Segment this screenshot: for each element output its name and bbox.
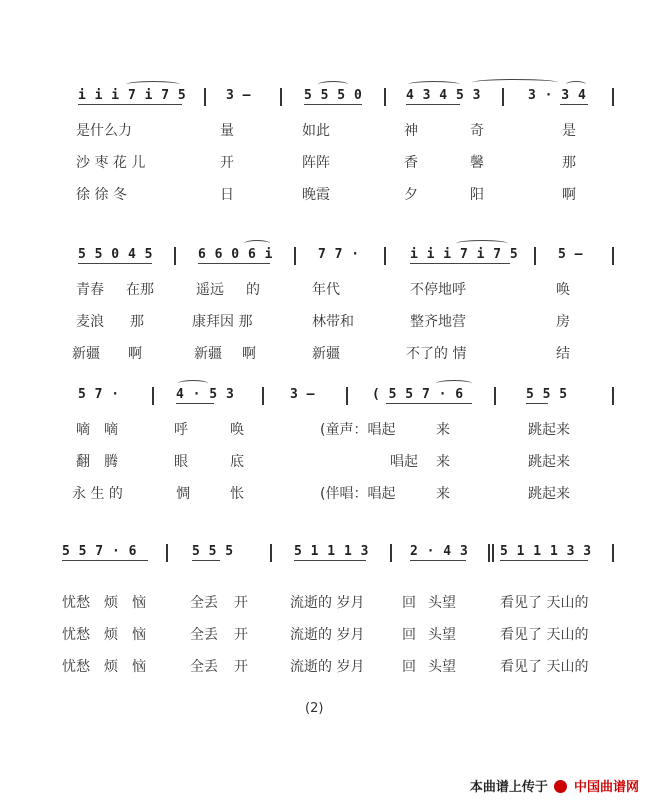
lyric: (伴唱：唱起 [320, 486, 396, 502]
lyric: 恼 [132, 659, 146, 675]
measure-4-3: 5 1 1 1 3 [294, 544, 369, 559]
beam [410, 263, 510, 264]
beam [78, 263, 152, 264]
lyric: 馨 [470, 155, 484, 171]
lyric: 来 [436, 422, 450, 438]
measure-1-2: 3 — [226, 88, 251, 103]
barline [152, 387, 154, 405]
lyric: 不停地呼 [410, 282, 466, 298]
lyric: 流逝的 岁月 [290, 627, 365, 643]
lyric: 神 [404, 123, 418, 139]
beam [386, 403, 472, 404]
lyric: 阳 [470, 187, 484, 203]
barline [280, 88, 282, 106]
barline [384, 247, 386, 265]
measure-1-5: 3 · 3 4 [528, 88, 587, 103]
beam [500, 560, 588, 561]
lyric: 结 [556, 346, 570, 362]
lyric: 啊 [562, 187, 576, 203]
lyric: 不了的 情 [406, 346, 467, 362]
lyric: 翻 [76, 454, 90, 470]
lyric: 唱起 [390, 454, 418, 470]
measure-1-3: 5 5 5 0 [304, 88, 363, 103]
measure-2-4: i i i 7 i 7 5 [410, 247, 519, 262]
lyric: 烦 [104, 595, 118, 611]
footer-credit [470, 776, 639, 795]
barline [492, 544, 494, 562]
barline [390, 544, 392, 562]
lyric: 阵阵 [302, 155, 330, 171]
lyric: 跳起来 [528, 486, 570, 502]
lyric: 全丢 [190, 659, 218, 675]
system-1 [0, 88, 657, 208]
lyric: 惆 [176, 486, 190, 502]
footer-text: 本曲谱上传于 [469, 780, 548, 795]
lyric: 那 [562, 155, 576, 171]
beam [560, 104, 588, 105]
slur [178, 380, 208, 387]
beam [526, 403, 548, 404]
lyric: 恼 [132, 595, 146, 611]
lyric: 遥远 [196, 282, 224, 298]
lyric: 回 [402, 627, 416, 643]
measure-3-2: 4 · 5 3 [176, 387, 235, 402]
slur [318, 81, 348, 88]
slur [244, 240, 270, 247]
measure-1-1: i i i 7 i 7 5 [78, 88, 187, 103]
lyric: 流逝的 岁月 [290, 595, 365, 611]
measure-3-4: ( 5 5 7 · 6 [372, 387, 464, 402]
measure-3-3: 3 — [290, 387, 315, 402]
lyric: 开 [220, 155, 234, 171]
lyric: 日 [220, 187, 234, 203]
lyric: 在那 [126, 282, 154, 298]
lyric: 新疆 [72, 346, 100, 362]
system-2 [0, 247, 657, 367]
lyric: 麦浪 [76, 314, 104, 330]
lyric: 开 [234, 627, 248, 643]
beam [78, 104, 182, 105]
footer-brand[interactable]: 中国曲谱网 [573, 780, 639, 795]
beam [406, 104, 460, 105]
lyric: 流逝的 岁月 [290, 659, 365, 675]
measure-4-5: 5 1 1 1 3 3 [500, 544, 592, 559]
lyric: 底 [230, 454, 244, 470]
beam [198, 263, 270, 264]
barline [384, 88, 386, 106]
barline [488, 544, 490, 562]
lyric: 全丢 [190, 627, 218, 643]
measure-4-1: 5 5 7 · 6 [62, 544, 137, 559]
slur [126, 81, 180, 88]
beam [192, 560, 220, 561]
barline [174, 247, 176, 265]
lyric: 眼 [174, 454, 188, 470]
barline [494, 387, 496, 405]
lyric: 量 [220, 123, 234, 139]
barline [612, 387, 614, 405]
slur [566, 81, 586, 88]
lyric: 啊 [128, 346, 142, 362]
lyric: (童声：唱起 [320, 422, 396, 438]
lyric: 啊 [242, 346, 256, 362]
lyric: 青春 [76, 282, 104, 298]
lyric: 恼 [132, 627, 146, 643]
barline [204, 88, 206, 106]
slur [408, 81, 460, 88]
lyric: 那 [130, 314, 144, 330]
lyric: 回 [402, 595, 416, 611]
lyric: 开 [234, 595, 248, 611]
lyric: 整齐地营 [410, 314, 466, 330]
slur [456, 240, 508, 247]
lyric: 腾 [104, 454, 118, 470]
lyric: 晚霞 [302, 187, 330, 203]
barline [294, 247, 296, 265]
lyric: 来 [436, 454, 450, 470]
barline [612, 88, 614, 106]
lyric: 夕 [404, 187, 418, 203]
lyric: 忧愁 [62, 627, 90, 643]
lyric: 呼 [174, 422, 188, 438]
measure-2-3: 7 7 · [318, 247, 360, 262]
lyric: 头望 [428, 627, 456, 643]
lyric: 来 [436, 486, 450, 502]
lyric: 的 [246, 282, 260, 298]
lyric: 奇 [470, 123, 484, 139]
lyric: 徐 徐 冬 [76, 187, 127, 203]
lyric: 头望 [428, 595, 456, 611]
site-logo-icon [554, 780, 567, 793]
lyric: 嘀 [104, 422, 118, 438]
slur [472, 79, 558, 86]
beam [410, 560, 466, 561]
beam [176, 403, 214, 404]
system-4 [0, 544, 657, 674]
beam [304, 104, 362, 105]
measure-2-5: 5 — [558, 247, 583, 262]
lyric: 嘀 [76, 422, 90, 438]
barline [166, 544, 168, 562]
barline [346, 387, 348, 405]
lyric: 跳起来 [528, 422, 570, 438]
lyric: 新疆 [194, 346, 222, 362]
lyric: 是什么力 [76, 123, 132, 139]
lyric: 看见了 天山的 [500, 659, 589, 675]
lyric: 唤 [230, 422, 244, 438]
beam [294, 560, 366, 561]
lyric: 忧愁 [62, 595, 90, 611]
barline [502, 88, 504, 106]
lyric: 康拜因 那 [192, 314, 253, 330]
lyric: 头望 [428, 659, 456, 675]
barline [612, 247, 614, 265]
measure-3-5: 5 5 5 [526, 387, 568, 402]
slur [436, 380, 472, 387]
lyric: 烦 [104, 627, 118, 643]
lyric: 开 [234, 659, 248, 675]
lyric: 烦 [104, 659, 118, 675]
measure-2-1: 5 5 0 4 5 [78, 247, 153, 262]
lyric: 忧愁 [62, 659, 90, 675]
barline [262, 387, 264, 405]
barline [534, 247, 536, 265]
lyric: 香 [404, 155, 418, 171]
page-number: (2) [305, 701, 324, 716]
lyric: 唤 [556, 282, 570, 298]
lyric: 新疆 [312, 346, 340, 362]
barline [612, 544, 614, 562]
system-3 [0, 387, 657, 507]
lyric: 跳起来 [528, 454, 570, 470]
lyric: 看见了 天山的 [500, 627, 589, 643]
measure-3-1: 5 7 · [78, 387, 120, 402]
lyric: 房 [556, 314, 570, 330]
lyric: 沙 枣 花 儿 [76, 155, 146, 171]
barline [270, 544, 272, 562]
lyric: 永 生 的 [72, 486, 123, 502]
measure-1-4: 4 3 4 5 3 [406, 88, 481, 103]
lyric: 怅 [230, 486, 244, 502]
lyric: 全丢 [190, 595, 218, 611]
measure-4-2: 5 5 5 [192, 544, 234, 559]
beam [62, 560, 148, 561]
lyric: 林带和 [312, 314, 354, 330]
measure-4-4: 2 · 4 3 [410, 544, 469, 559]
lyric: 看见了 天山的 [500, 595, 589, 611]
measure-2-2: 6 6 0 6 i [198, 247, 273, 262]
lyric: 回 [402, 659, 416, 675]
lyric: 如此 [302, 123, 330, 139]
lyric: 年代 [312, 282, 340, 298]
lyric: 是 [562, 123, 576, 139]
